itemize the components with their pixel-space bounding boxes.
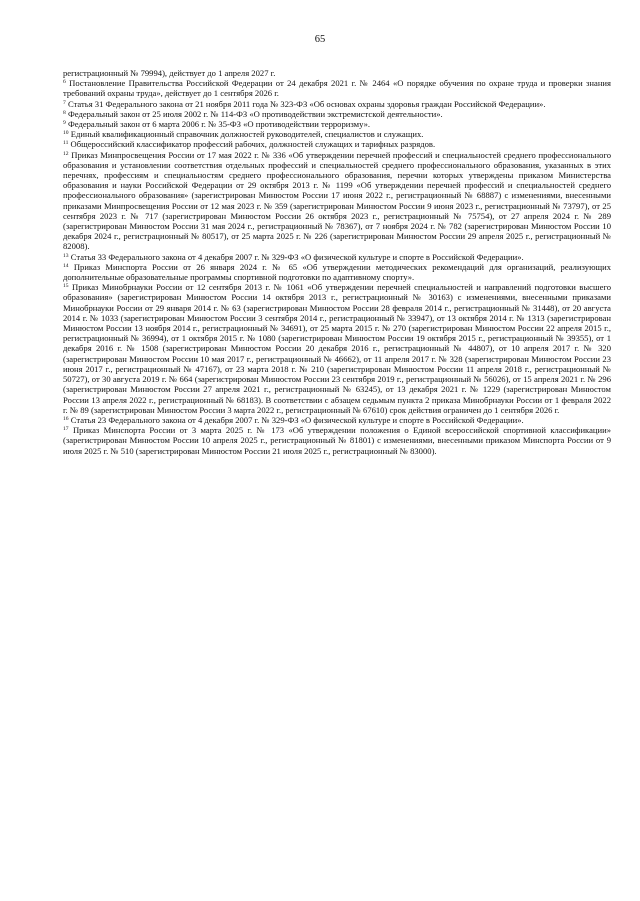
footnote-text: Статья 23 Федерального закона от 4 декабря 2007 г. № 329-ФЗ «О физической культуре и спорте в Российской Федерации».: [70, 414, 524, 425]
footnote-number: 16: [63, 415, 69, 422]
footnote: [63, 425, 611, 456]
footnote-text: Федеральный закон от 6 марта 2006 г. № 35-ФЗ «О противодействии терроризму».: [67, 119, 371, 130]
footnote-text: Приказ Минспорта России от 26 января 2024 г. № 65 «Об утверждении методических рекомендаций для организаций, реализующих дополнительные образовательные программы спортивной подготовки по адаптивному спорту».: [63, 261, 611, 283]
footnote: [63, 415, 611, 425]
footnote-number: 10: [63, 130, 69, 137]
footnote-text: Постановление Правительства Российской Федерации от 24 декабря 2021 г. № 2464 «О порядке обучения по охране труда и проверки знания требований охраны труда», действует до 1 сентября 2026 г.: [63, 78, 611, 99]
footnote-number: 15: [63, 283, 69, 290]
footnote-text: Федеральный закон от 25 июля 2002 г. № 114-ФЗ «О противодействии экстремистской деятельности».: [67, 108, 443, 119]
footnote: [63, 78, 611, 98]
footnote-continuation: [63, 68, 611, 78]
footnote: [63, 109, 611, 119]
footnote-text: Приказ Минспорта России от 3 марта 2025 г. № 173 «Об утверждении положения о Единой всероссийской спортивной классификации» (зарегистрирован Минюстом России 10 апреля 2025 г., регистрационный № 81801) с изменениями, внесенными приказом Минспорта России от 9 июля 2025 г. № 510 (зарегистрирован Минюстом России 21 июля 2025 г., регистрационный № 83000).: [63, 425, 611, 456]
page-number: 65: [314, 34, 326, 45]
footnotes-section: [63, 68, 611, 456]
footnote: [63, 150, 611, 252]
footnote-text: Единый квалификационный справочник должностей руководителей, специалистов и служащих.: [70, 129, 424, 140]
footnote-text: Общероссийский классификатор профессий рабочих, должностей служащих и тарифных разрядов.: [70, 139, 436, 150]
footnote: [63, 129, 611, 139]
footnote-text: Статья 31 Федерального закона от 21 ноября 2011 года № 323-ФЗ «Об основах охраны здоровья граждан Российской Федерации».: [67, 98, 546, 109]
footnote: [63, 139, 611, 149]
footnote-text: Приказ Минпросвещения России от 17 мая 2022 г. № 336 «Об утверждении перечней профессий и специальностей среднего профессионального образования и установлении соответствия отдельных профессий и специальностей среднего профессионального образования, указанных в этих перечнях, профессиям и специальностям среднего профессионального образования, перечни которых утверждены приказом Министерства образования и науки Российской Федерации от 29 октября 2013 г. № 1199 «Об утверждении перечней профессий и специальностей среднего профессионального образования» (зарегистрирован Минюстом России 17 июня 2022 г., регистрационный № 68887) с изменениями, внесенными приказами Минпросвещения России от 12 мая 2023 г. № 359 (зарегистрирован Минюстом России 9 июня 2023 г., регистрационный № 73797), от 25 сентября 2023 г. № 717 (зарегистрирован Минюстом России 26 октября 2023 г., регистрационный № 75754), от 27 апреля 2024 г. № 289 (зарегистрирован Минюстом России 31 мая 2024 г., регистрационный № 78367), от 7 ноября 2024 г. № 782 (зарегистрирован Минюстом России 10 декабря 2024 г., регистрационный № 80517), от 25 марта 2025 г. № 226 (зарегистрирован Минюстом России 29 апреля 2025 г., регистрационный № 82008).: [63, 149, 611, 252]
footnote-text: Статья 33 Федерального закона от 4 декабря 2007 г. № 329-ФЗ «О физической культуре и спорте в Российской Федерации».: [70, 251, 524, 262]
footnote-number: 8: [63, 109, 66, 116]
footnote-text: Приказ Минобрнауки России от 12 сентября 2013 г. № 1061 «Об утверждении перечней специальностей и направлений подготовки высшего образования» (зарегистрирован Минюстом России 14 октября 2013 г., регистрационный № 30163) с изменениями, внесенными приказами Минобрнауки России от 29 января 2014 г. № 63 (зарегистрирован Минюстом России 28 февраля 2014 г., регистрационный № 31448), от 20 августа 2014 г. № 1033 (зарегистрирован Минюстом России 3 сентября 2014 г., регистрационный № 33947), от 13 октября 2014 г. № 1313 (зарегистрирован Минюстом России 13 ноября 2014 г., регистрационный № 34691), от 25 марта 2015 г. № 270 (зарегистрирован Минюстом России 22 апреля 2015 г., регистрационный № 36994), от 1 октября 2015 г. № 1080 (зарегистрирован Минюстом России 19 октября 2015 г., регистрационный № 39355), от 1 декабря 2016 г. № 1508 (зарегистрирован Минюстом России 20 декабря 2016 г., регистрационный № 44807), от 10 апреля 2017 г. № 320 (зарегистрирован Минюстом России 10 мая 2017 г., регистрационный № 46662), от 11 апреля 2017 г. № 328 (зарегистрирован Минюстом России 23 июня 2017 г., регистрационный № 47167), от 23 марта 2018 г. № 210 (зарегистрирован Минюстом России 11 апреля 2018 г., регистрационный № 50727), от 30 августа 2019 г. № 664 (зарегистрирован Минюстом России 23 сентября 2019 г., регистрационный № 56026), от 15 апреля 2021 г. № 296 (зарегистрирован Минюстом России 27 апреля 2021 г., регистрационный № 63245), от 13 декабря 2021 г. № 1229 (зарегистрирован Минюстом России 13 апреля 2022 г., регистрационный № 68183). В соответствии с абзацем седьмым пункта 2 приказа Минобрнауки России от 1 февраля 2022 г. № 89 (зарегистрирован Минюстом России 3 марта 2022 г., регистрационный № 67610) срок действия ограничен до 1 сентября 2026 г.: [63, 282, 611, 415]
footnote-number: 12: [63, 150, 69, 157]
footnote: [63, 262, 611, 282]
footnote-number: 13: [63, 252, 69, 259]
footnote-number: 9: [63, 120, 66, 127]
footnote-number: 11: [63, 140, 69, 147]
footnote-number: 14: [63, 262, 69, 269]
footnote: [63, 252, 611, 262]
footnote-number: 6: [63, 79, 66, 86]
footnote: [63, 282, 611, 415]
footnote: [63, 99, 611, 109]
footnote-number: 7: [63, 99, 66, 106]
footnote: [63, 119, 611, 129]
footnote-text: регистрационный № 79994), действует до 1 апреля 2027 г.: [63, 68, 276, 78]
footnote-number: 17: [63, 426, 69, 433]
